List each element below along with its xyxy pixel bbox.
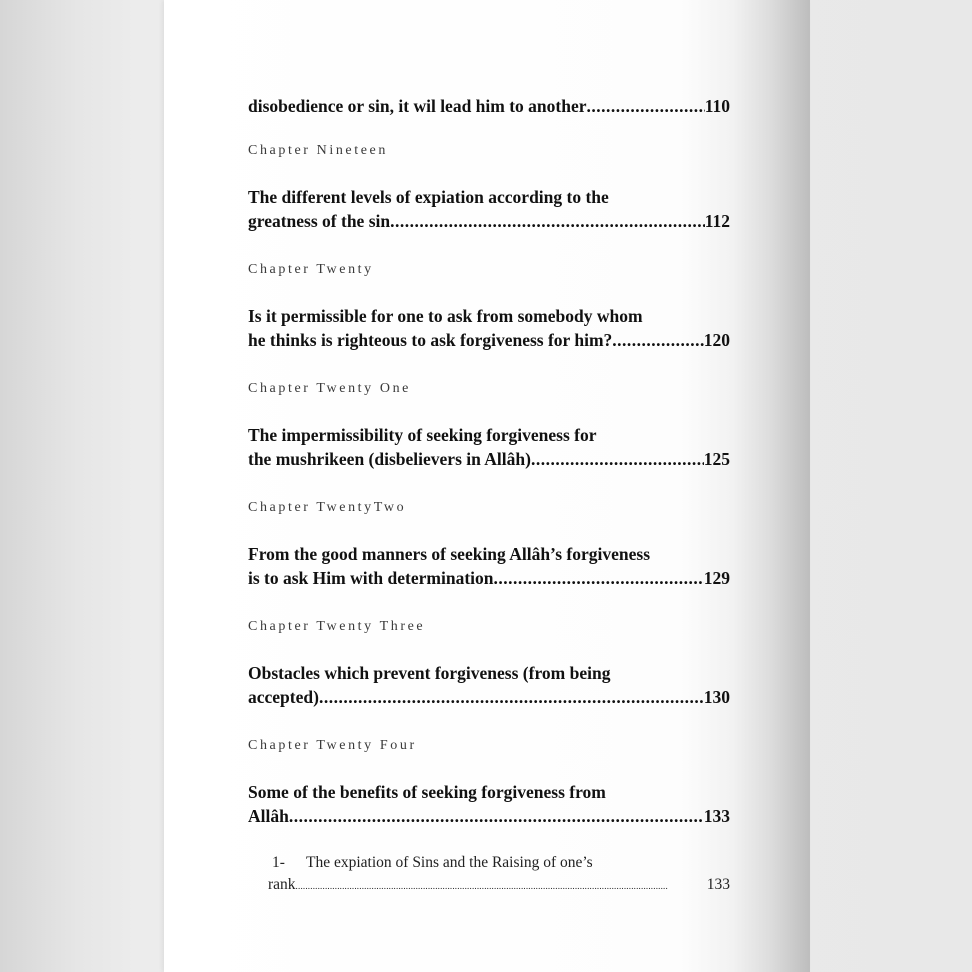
chapter-heading: Chapter Twenty Three [248,619,426,634]
page-number: 130 [703,687,730,707]
toc-entry-6[interactable]: Obstacles which prevent forgiveness (from being accepted) ..... 130 [248,661,730,709]
leader-dots [390,209,705,233]
leader-dots [587,94,705,118]
leader-dots [612,328,703,352]
leader-dots [289,804,704,828]
page-number: 125 [703,449,730,469]
leader-dots [319,685,704,709]
leader-dots [531,447,704,471]
chapter-heading: Chapter Nineteen [248,143,388,158]
leader-dots [494,566,704,590]
page-number: 112 [704,211,730,231]
toc-entry-7[interactable]: Some of the benefits of seeking forgiveness from Allâh ..... 133 [248,780,730,828]
chapter-heading: Chapter Twenty [248,262,374,277]
toc-subentry[interactable]: 1- The expiation of Sins and the Raising of one’s rank ..... 133 [272,852,730,897]
toc-entry-line: disobedience or sin, it wil lead him to another ..... 110 [248,94,730,118]
toc-entry-3[interactable]: Is it permissible for one to ask from somebody whom he thinks is righteous to ask forgiveness for him? ..... 120 [248,304,730,352]
leader-dots [296,875,707,897]
page-number: 110 [704,96,730,116]
chapter-heading: Chapter Twenty Four [248,738,417,753]
chapter-heading: Chapter TwentyTwo [248,500,407,515]
page-number: 129 [703,568,730,588]
toc-entry-5[interactable]: From the good manners of seeking Allâh’s forgiveness is to ask Him with determination ..... 129 [248,542,730,590]
toc-entry-4[interactable]: The impermissibility of seeking forgiveness for the mushrikeen (disbelievers in Allâh) ..... 125 [248,423,730,471]
book-page [164,0,810,972]
page-number: 133 [703,806,730,826]
toc-entry-2[interactable]: The different levels of expiation according to the greatness of the sin ..... 112 [248,185,730,233]
toc-entry-1[interactable] [248,94,730,118]
page-number: 133 [706,876,730,893]
page-number: 120 [703,330,730,350]
chapter-heading: Chapter Twenty One [248,381,411,396]
